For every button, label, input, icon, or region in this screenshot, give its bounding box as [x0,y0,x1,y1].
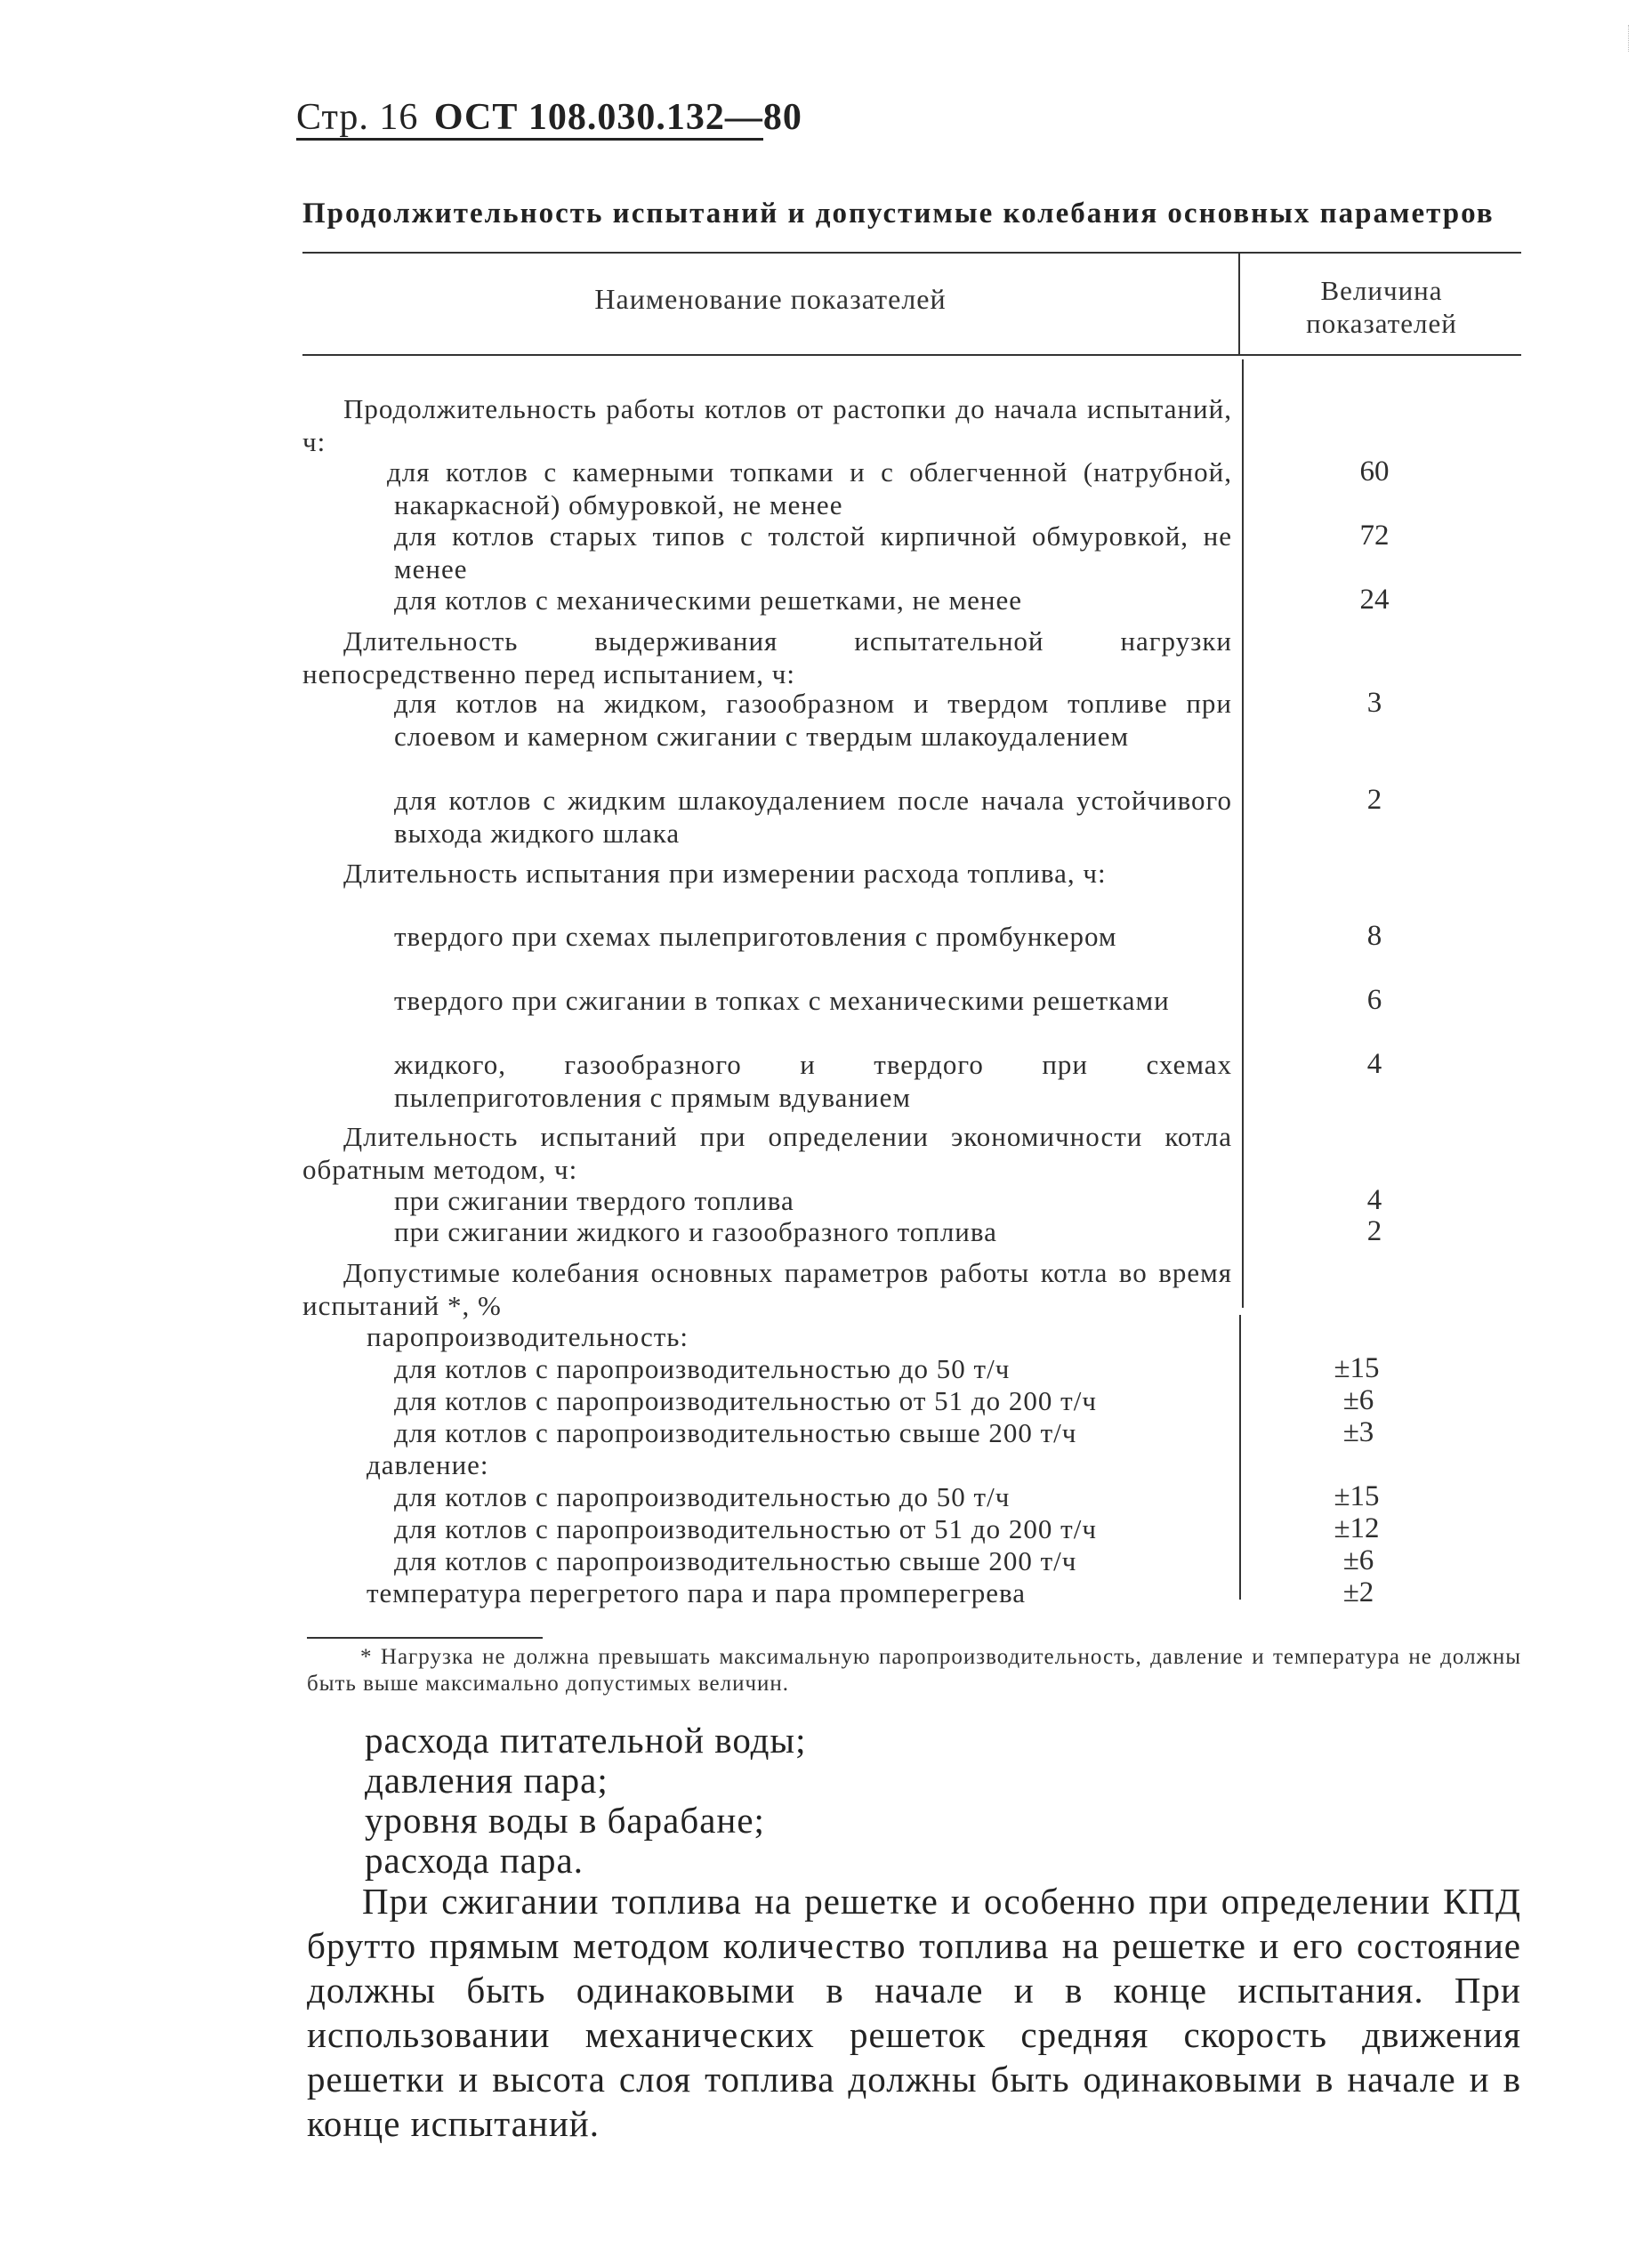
table-row-value: ±15 [1334,1352,1380,1384]
column-header-value [1244,274,1519,340]
table-row-text: Длительность испытания при измерении расхода топлива, ч: [343,858,1107,889]
table-row-value: 60 [1359,455,1390,488]
table-row-text: давление: [367,1449,489,1480]
table-row-text: Продолжительность работы котлов от растопки до начала испытаний, ч: [302,393,1232,457]
table-row-text: для котлов с паропроизводительностью свыше 200 т/ч [394,1417,1077,1448]
table-row-text: температура перегретого пара и пара промперегрева [367,1577,1027,1608]
column-divider-upper [1242,359,1244,1308]
table-row-text: для котлов с жидким шлакоудалением после начала устойчивого выхода жидкого шлака [394,785,1232,849]
table-row-value: ±2 [1342,1576,1374,1608]
table-row-value: 8 [1366,920,1382,952]
header-column-divider [1238,252,1240,354]
list-item: расхода питательной воды; [365,1720,807,1761]
table-row-value: ±6 [1342,1544,1374,1576]
table-row-text: при сжигании твердого топлива [394,1185,794,1216]
page-header [296,96,802,139]
table-row-text: Длительность испытаний при определении экономичности котла обратным методом, ч: [302,1121,1232,1185]
table-row-value: 72 [1359,520,1390,552]
table-header-rule [302,354,1521,356]
table-row-text: для котлов старых типов с толстой кирпичной обмуровкой, не менее [394,520,1232,584]
header-underline [296,138,763,141]
table-row-value: 4 [1366,1184,1382,1216]
scan-artifact [1628,25,1629,52]
table-row-value: 6 [1366,984,1382,1016]
table-row-value: ±15 [1334,1480,1380,1512]
table-row-text: для котлов с паропроизводительностью от 51 до 200 т/ч [394,1513,1097,1544]
column-header-value-line1: Величина [1320,275,1443,306]
table-row-value: 3 [1366,687,1382,719]
table-row-value: 2 [1366,1215,1382,1247]
table-row-text: для котлов на жидком, газообразном и твердом топливе при слоевом и камерном сжигании с твердым шлакоудалением [394,688,1232,752]
table-row-text: жидкого, газообразного и твердого при схемах пылеприготовления с прямым вдуванием [394,1049,1232,1113]
table-row-value: ±3 [1342,1416,1374,1448]
table-row-text: Допустимые колебания основных параметров работы котла во время испытаний *, % [302,1257,1232,1321]
column-divider-lower [1239,1315,1241,1600]
table-row-value: 2 [1366,784,1382,816]
table-row-text: для котлов с паропроизводительностью от 51 до 200 т/ч [394,1385,1097,1416]
page-number: Стр. 16 [296,97,419,138]
body-paragraph: При сжигании топлива на решетке и особенно при определении КПД брутто прямым методом количество топлива на решетке и его состояние должны быть одинаковыми в начале и в конце испытания. При использовании механических решеток средняя скорость движения решетки и высота слоя топлива должны быть одинаковыми в начале и в конце испытаний. [307,1881,1521,2144]
footnote: * Нагрузка не должна превышать максимальную паропроизводительность, давление и температура не должны быть выше максимально допустимых величин. [307,1645,1521,1696]
table-title: Продолжительность испытаний и допустимые колебания основных параметров [302,197,1495,230]
table-row-text: Длительность выдерживания испытательной нагрузки непосредственно перед испытанием, ч: [302,625,1232,689]
list-item: давления пара; [365,1760,608,1801]
table-row-value: ±12 [1334,1512,1380,1544]
table-row-text: для котлов с паропроизводительностью до 50 т/ч [394,1481,1011,1512]
column-header-name: Наименование показателей [594,283,947,315]
table-row-text: для котлов с механическими решетками, не менее [394,584,1023,616]
table-row-value: ±6 [1342,1384,1374,1416]
table-row-value: 24 [1359,584,1390,616]
list-item: расхода пара. [365,1840,584,1881]
table-row-text: для котлов с камерными топками и с облегченной (натрубной, накаркасной) обмуровкой, не менее [387,456,1232,520]
standard-code: ОСТ 108.030.132—80 [433,97,802,138]
table-row-text: твердого при схемах пылеприготовления с промбункером [394,921,1117,952]
table-top-rule [302,252,1521,254]
column-header-value-line2: показателей [1306,308,1457,339]
footnote-separator [307,1637,543,1639]
table-row-text: для котлов с паропроизводительностью до 50 т/ч [394,1353,1011,1384]
table-row-text: для котлов с паропроизводительностью свыше 200 т/ч [394,1545,1077,1576]
table-row-value: 4 [1366,1048,1382,1080]
list-item: уровня воды в барабане; [365,1800,765,1841]
table-row-text: паропроизводительность: [367,1321,689,1352]
table-row-text: твердого при сжигании в топках с механическими решетками [394,985,1170,1016]
table-row-text: при сжигании жидкого и газообразного топлива [394,1216,997,1247]
